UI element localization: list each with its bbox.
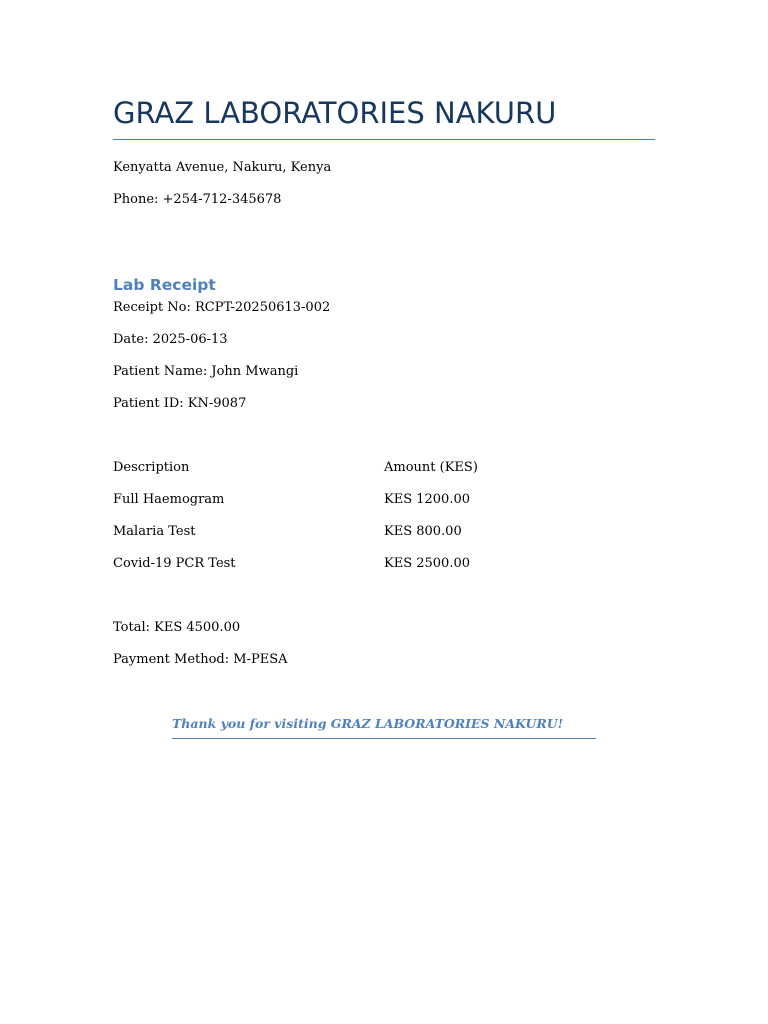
thank-you-note: Thank you for visiting GRAZ LABORATORIES NAKURU! xyxy=(172,716,564,731)
receipt-date: Date: 2025-06-13 xyxy=(113,332,228,347)
patient-id: Patient ID: KN-9087 xyxy=(113,396,247,411)
table-cell-description: Malaria Test xyxy=(113,524,196,539)
table-cell-description: Covid-19 PCR Test xyxy=(113,556,236,571)
table-cell-description: Full Haemogram xyxy=(113,492,225,507)
patient-name: Patient Name: John Mwangi xyxy=(113,364,299,379)
table-cell-amount: KES 800.00 xyxy=(384,524,462,539)
table-row xyxy=(113,524,593,540)
table-row xyxy=(113,492,593,508)
total-amount: Total: KES 4500.00 xyxy=(113,620,241,635)
payment-method: Payment Method: M-PESA xyxy=(113,652,288,667)
table-row xyxy=(113,556,593,572)
section-heading-lab-receipt: Lab Receipt xyxy=(113,276,216,294)
receipt-number: Receipt No: RCPT-20250613-002 xyxy=(113,300,331,315)
column-header-amount: Amount (KES) xyxy=(384,460,478,475)
table-cell-amount: KES 1200.00 xyxy=(384,492,470,507)
thank-you-underline xyxy=(172,738,596,739)
lab-address: Kenyatta Avenue, Nakuru, Kenya xyxy=(113,160,332,175)
table-cell-amount: KES 2500.00 xyxy=(384,556,470,571)
page-title: GRAZ LABORATORIES NAKURU xyxy=(113,96,557,130)
title-underline xyxy=(113,139,655,140)
lab-phone: Phone: +254-712-345678 xyxy=(113,192,282,207)
column-header-description: Description xyxy=(113,460,190,475)
table-header-row xyxy=(113,460,593,476)
